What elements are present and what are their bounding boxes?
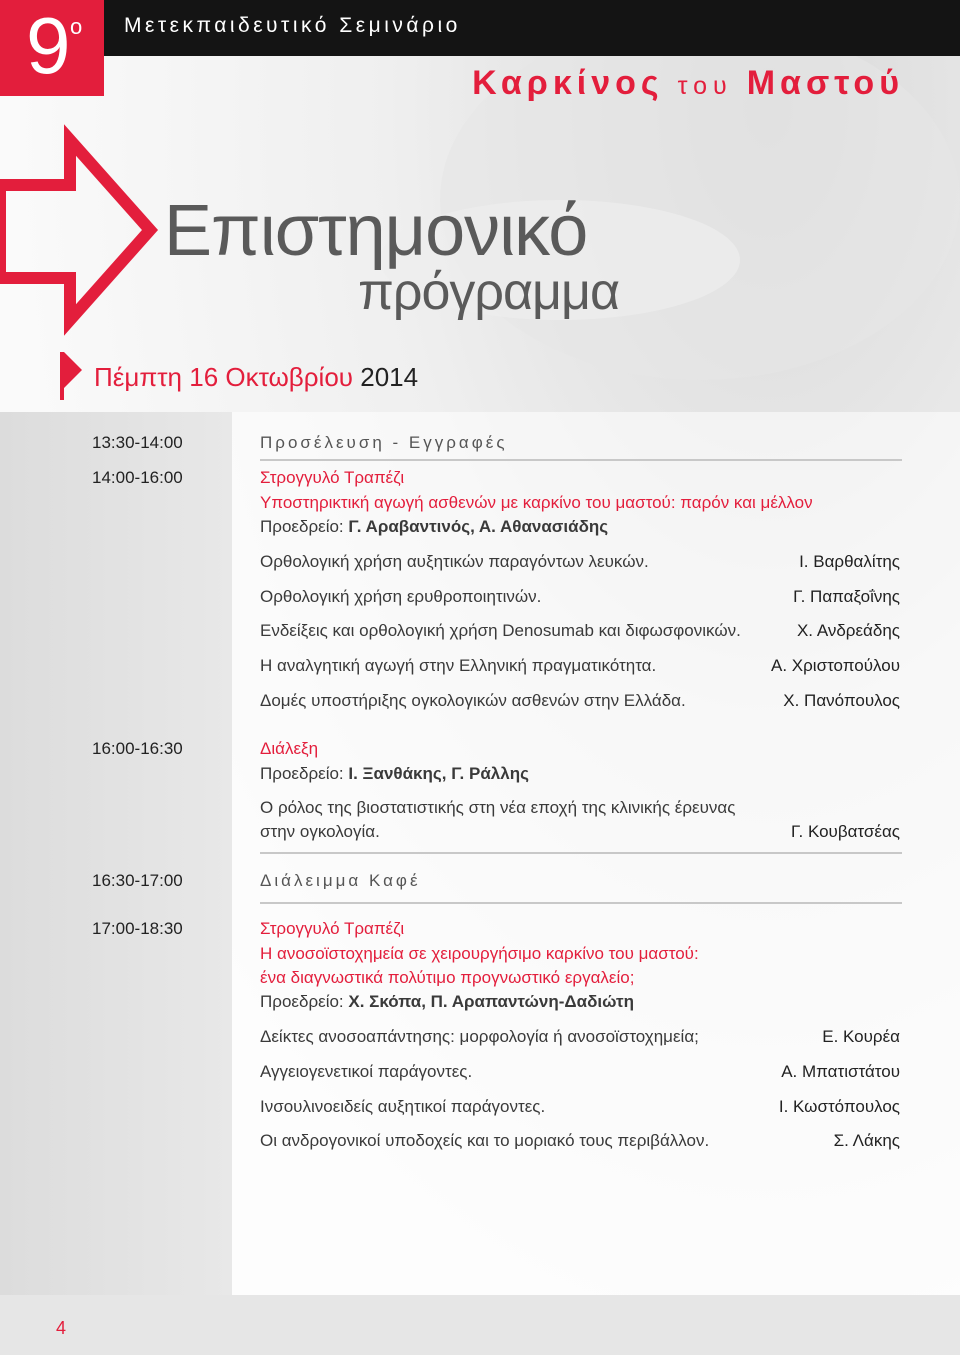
subtitle-word-3: Μαστού bbox=[746, 64, 904, 102]
talk-title: Ινσουλινοειδείς αυξητικοί παράγοντες. bbox=[260, 1097, 546, 1116]
talk-title: Οι ανδρογονικοί υποδοχείς και το μοριακό τους περιβάλλον. bbox=[260, 1131, 710, 1150]
program-year: 2014 bbox=[360, 362, 419, 392]
session-type: Στρογγυλό Τραπέζι bbox=[260, 919, 405, 938]
talk-speaker: Σ. Λάκης bbox=[833, 1131, 900, 1150]
session-title: Προσέλευση - Εγγραφές bbox=[260, 433, 508, 452]
talk-speaker: Α. Μπατιστάτου bbox=[781, 1062, 900, 1081]
session-time: 17:00-18:30 bbox=[92, 919, 183, 938]
subtitle-word-1: Καρκίνος bbox=[472, 64, 664, 102]
program-date bbox=[94, 362, 418, 393]
chair-label: Προεδρείο: bbox=[260, 764, 344, 783]
footer-band bbox=[0, 1295, 960, 1355]
session-time: 14:00-16:00 bbox=[92, 468, 183, 487]
session-time: 13:30-14:00 bbox=[92, 433, 183, 452]
page-number: 4 bbox=[56, 1318, 67, 1338]
session-time: 16:00-16:30 bbox=[92, 739, 183, 758]
session-chair bbox=[260, 992, 634, 1012]
seminar-title: Μετεκπαιδευτικό Σεμινάριο bbox=[124, 14, 461, 37]
seminar-number: 9 bbox=[26, 1, 71, 90]
chair-label: Προεδρείο: bbox=[260, 992, 344, 1011]
divider bbox=[260, 902, 902, 904]
session-type: Διάλεξη bbox=[260, 739, 319, 758]
talk-speaker: Ε. Κουρέα bbox=[822, 1027, 900, 1046]
chair-names: Γ. Αραβαντινός, Α. Αθανασιάδης bbox=[348, 517, 609, 536]
session-type: Στρογγυλό Τραπέζι bbox=[260, 468, 405, 487]
talk-title: Αγγειογενετικοί παράγοντες. bbox=[260, 1062, 473, 1081]
talk-speaker: Γ. Παπαξοΐνης bbox=[793, 587, 900, 606]
seminar-number-badge bbox=[0, 0, 104, 96]
date-marker-icon bbox=[60, 352, 86, 400]
session-chair bbox=[260, 764, 529, 784]
page-title-line-1: Επιστημονικό bbox=[164, 191, 588, 271]
talk-speaker: Ι. Κωστόπουλος bbox=[778, 1097, 900, 1116]
talk-speaker: Χ. Ανδρεάδης bbox=[796, 621, 900, 640]
chair-label: Προεδρείο: bbox=[260, 517, 344, 536]
talk-title: Ορθολογική χρήση αυξητικών παραγόντων λευκών. bbox=[260, 552, 649, 571]
talk-title: Ορθολογική χρήση ερυθροποιητινών. bbox=[260, 587, 542, 606]
talk-title-line-1: Ο ρόλος της βιοστατιστικής στη νέα εποχή της κλινικής έρευνας bbox=[260, 798, 736, 817]
program-day: Πέμπτη 16 Οκτωβρίου bbox=[94, 362, 354, 392]
session-time: 16:30-17:00 bbox=[92, 871, 183, 890]
red-arrow-graphic bbox=[0, 140, 150, 320]
divider bbox=[260, 852, 902, 854]
talk-speaker: Χ. Πανόπουλος bbox=[783, 691, 900, 710]
session-chair bbox=[260, 517, 608, 537]
seminar-subtitle bbox=[472, 64, 904, 103]
chair-names: Ι. Ξανθάκης, Γ. Ράλλης bbox=[348, 764, 529, 783]
talk-title: Η αναλγητική αγωγή στην Ελληνική πραγματικότητα. bbox=[260, 656, 657, 675]
session-topic-line-1: Η ανοσοϊστοχημεία σε χειρουργήσιμο καρκίνο του μαστού: bbox=[260, 944, 699, 963]
seminar-number-suffix: ο bbox=[70, 14, 83, 39]
talk-speaker: Γ. Κουβατσέας bbox=[791, 822, 900, 841]
session-topic: Υποστηρικτική αγωγή ασθενών με καρκίνο του μαστού: παρόν και μέλλον bbox=[260, 493, 813, 512]
subtitle-word-2: του bbox=[677, 72, 733, 100]
session-title: Διάλειμμα Καφέ bbox=[260, 871, 421, 890]
talk-title: Δείκτες ανοσοαπάντησης: μορφολογία ή ανοσοϊστοχημεία; bbox=[260, 1027, 699, 1046]
page-title-line-2: πρόγραμμα bbox=[358, 263, 620, 321]
divider bbox=[260, 459, 902, 461]
talk-title: Δομές υποστήριξης ογκολογικών ασθενών στην Ελλάδα. bbox=[260, 691, 686, 710]
chair-names: Χ. Σκόπα, Π. Αραπαντώνη-Δαδιώτη bbox=[348, 992, 634, 1011]
talk-title: Ενδείξεις και ορθολογική χρήση Denosumab και διφωσφονικών. bbox=[260, 621, 741, 640]
session-topic-line-2: ένα διαγνωστικά πολύτιμο προγνωστικό εργαλείο; bbox=[260, 968, 635, 987]
talk-title-line-2: στην ογκολογία. bbox=[260, 822, 380, 841]
time-column-background bbox=[0, 412, 232, 1295]
talk-speaker: Ι. Βαρθαλίτης bbox=[799, 552, 900, 571]
talk-speaker: Α. Χριστοπούλου bbox=[771, 656, 900, 675]
